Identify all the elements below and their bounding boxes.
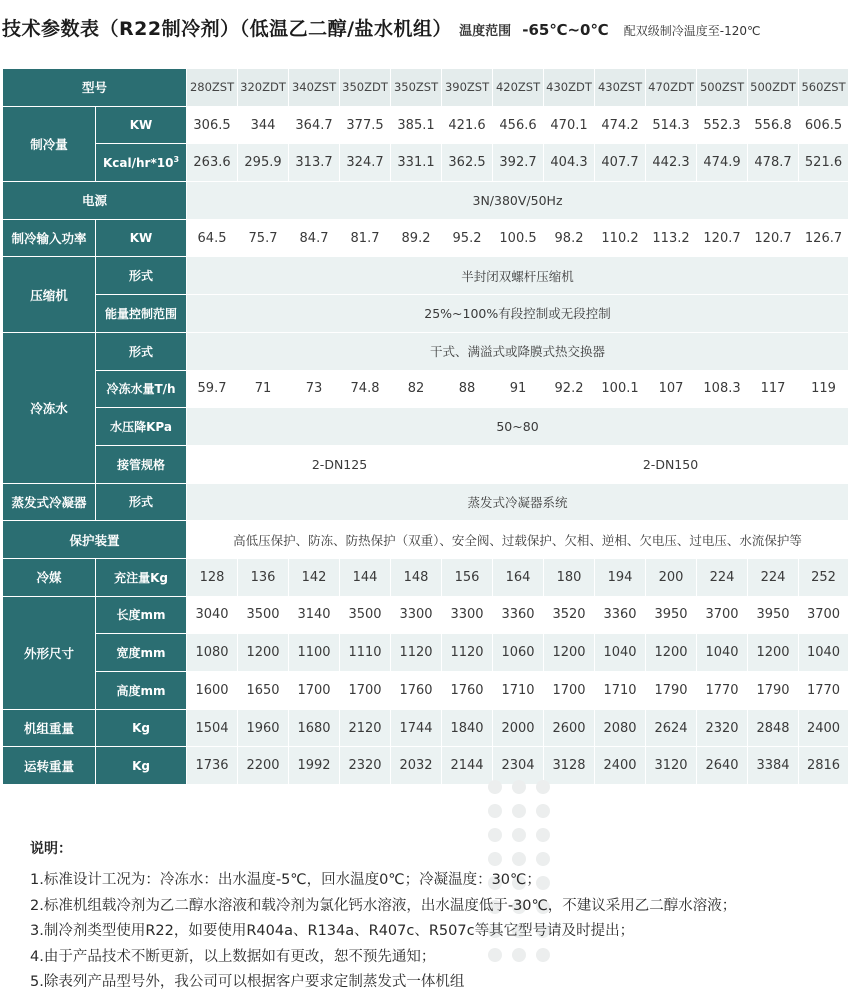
value-cell: 59.7 — [187, 370, 238, 408]
value-cell: 263.6 — [187, 144, 238, 182]
capacity-control-label: 能量控制范围 — [96, 295, 187, 333]
value-cell: 3040 — [187, 596, 238, 634]
value-cell: 81.7 — [340, 219, 391, 257]
value-cell: 2032 — [391, 747, 442, 785]
value-cell: 224 — [697, 558, 748, 596]
value-cell: 1040 — [799, 634, 849, 672]
value-cell: 136 — [238, 558, 289, 596]
value-cell: 164 — [493, 558, 544, 596]
value-cell: 95.2 — [442, 219, 493, 257]
row-chilled-water-flow — [3, 370, 849, 408]
pressure-drop-value: 50~80 — [187, 408, 849, 446]
value-cell: 2144 — [442, 747, 493, 785]
value-cell: 73 — [289, 370, 340, 408]
value-cell: 148 — [391, 558, 442, 596]
model-label: 型号 — [3, 69, 187, 107]
value-cell: 3700 — [697, 596, 748, 634]
value-cell: 385.1 — [391, 106, 442, 144]
spec-table — [2, 68, 849, 785]
value-cell: 3950 — [748, 596, 799, 634]
power-supply-label: 电源 — [3, 182, 187, 220]
value-cell: 3700 — [799, 596, 849, 634]
value-cell: 313.7 — [289, 144, 340, 182]
value-cell: 556.8 — [748, 106, 799, 144]
row-operating-weight — [3, 747, 849, 785]
value-cell: 1710 — [493, 672, 544, 710]
chilled-water-label: 冷冻水 — [3, 332, 96, 483]
value-cell: 3360 — [595, 596, 646, 634]
value-cell: 2200 — [238, 747, 289, 785]
value-cell: 1760 — [442, 672, 493, 710]
value-cell: 344 — [238, 106, 289, 144]
value-cell: 1840 — [442, 709, 493, 747]
value-cell: 2304 — [493, 747, 544, 785]
input-power-unit: KW — [96, 219, 187, 257]
value-cell: 75.7 — [238, 219, 289, 257]
row-input-power — [3, 219, 849, 257]
value-cell: 2320 — [697, 709, 748, 747]
note-line: 5.除表列产品型号外，我公司可以根据客户要求定制蒸发式一体机组 — [30, 974, 465, 990]
model-cell: 320ZDT — [238, 69, 289, 107]
value-cell: 82 — [391, 370, 442, 408]
unit-weight-unit: Kg — [96, 709, 187, 747]
value-cell: 606.5 — [799, 106, 849, 144]
refrigerant-label: 冷媒 — [3, 558, 96, 596]
value-cell: 1960 — [238, 709, 289, 747]
value-cell: 1120 — [391, 634, 442, 672]
value-cell: 91 — [493, 370, 544, 408]
value-cell: 64.5 — [187, 219, 238, 257]
value-cell: 3520 — [544, 596, 595, 634]
value-cell: 1060 — [493, 634, 544, 672]
value-cell: 126.7 — [799, 219, 849, 257]
power-supply-value: 3N/380V/50Hz — [187, 182, 849, 220]
value-cell: 3120 — [646, 747, 697, 785]
length-label: 长度mm — [96, 596, 187, 634]
value-cell: 144 — [340, 558, 391, 596]
value-cell: 71 — [238, 370, 289, 408]
value-cell: 128 — [187, 558, 238, 596]
row-condenser — [3, 483, 849, 521]
temperature-range-value: -65℃~0℃ — [522, 21, 609, 39]
value-cell: 404.3 — [544, 144, 595, 182]
value-cell: 1200 — [646, 634, 697, 672]
protection-label: 保护装置 — [3, 521, 187, 559]
value-cell: 1770 — [697, 672, 748, 710]
row-chilled-water-type — [3, 332, 849, 370]
cooling-kw-label: KW — [96, 106, 187, 144]
row-compressor-capacity — [3, 295, 849, 333]
page-title — [2, 14, 760, 41]
temperature-range-label: 温度范围 — [459, 24, 512, 39]
compressor-type-value: 半封闭双螺杆压缩机 — [187, 257, 849, 295]
value-cell: 200 — [646, 558, 697, 596]
note-line: 2.标准机组载冷剂为乙二醇水溶液和载冷剂为氯化钙水溶液，出水温度低于-30℃，不建议采用乙二醇水溶液； — [30, 897, 737, 914]
notes-section — [30, 838, 736, 996]
value-cell: 84.7 — [289, 219, 340, 257]
row-pipe-spec — [3, 445, 849, 483]
row-water-pressure-drop — [3, 408, 849, 446]
model-cell: 340ZST — [289, 69, 340, 107]
value-cell: 421.6 — [442, 106, 493, 144]
model-cell: 350ZST — [391, 69, 442, 107]
value-cell: 474.9 — [697, 144, 748, 182]
model-cell: 280ZST — [187, 69, 238, 107]
value-cell: 364.7 — [289, 106, 340, 144]
model-cell: 470ZDT — [646, 69, 697, 107]
value-cell: 1040 — [697, 634, 748, 672]
input-power-label: 制冷输入功率 — [3, 219, 96, 257]
value-cell: 3500 — [340, 596, 391, 634]
row-power-supply — [3, 182, 849, 220]
condenser-value: 蒸发式冷凝器系统 — [187, 483, 849, 521]
condenser-type-label: 形式 — [96, 483, 187, 521]
row-cooling-kcal — [3, 144, 849, 182]
value-cell: 1790 — [748, 672, 799, 710]
value-cell: 1710 — [595, 672, 646, 710]
pressure-drop-label: 水压降KPa — [96, 408, 187, 446]
value-cell: 552.3 — [697, 106, 748, 144]
value-cell: 110.2 — [595, 219, 646, 257]
row-cooling-kw — [3, 106, 849, 144]
protection-value: 高低压保护、防冻、防热保护（双重）、安全阀、过载保护、欠相、逆相、欠电压、过电压、水流保护等 — [187, 521, 849, 559]
value-cell: 1700 — [544, 672, 595, 710]
water-flow-label: 冷冻水量T/h — [96, 370, 187, 408]
value-cell: 362.5 — [442, 144, 493, 182]
compressor-label: 压缩机 — [3, 257, 96, 332]
row-protection — [3, 521, 849, 559]
row-compressor-type — [3, 257, 849, 295]
value-cell: 1790 — [646, 672, 697, 710]
row-length — [3, 596, 849, 634]
value-cell: 1200 — [748, 634, 799, 672]
value-cell: 1744 — [391, 709, 442, 747]
value-cell: 407.7 — [595, 144, 646, 182]
row-refrigerant — [3, 558, 849, 596]
value-cell: 2600 — [544, 709, 595, 747]
value-cell: 521.6 — [799, 144, 849, 182]
value-cell: 1760 — [391, 672, 442, 710]
value-cell: 1100 — [289, 634, 340, 672]
title-main: 技术参数表（R22制冷剂）（低温乙二醇/盐水机组） — [2, 18, 453, 40]
model-cell: 350ZDT — [340, 69, 391, 107]
value-cell: 3950 — [646, 596, 697, 634]
value-cell: 98.2 — [544, 219, 595, 257]
charge-label: 充注量Kg — [96, 558, 187, 596]
value-cell: 474.2 — [595, 106, 646, 144]
unit-weight-label: 机组重量 — [3, 709, 96, 747]
value-cell: 1770 — [799, 672, 849, 710]
chilled-water-type-value: 干式、满溢式或降膜式热交换器 — [187, 332, 849, 370]
value-cell: 470.1 — [544, 106, 595, 144]
value-cell: 1200 — [544, 634, 595, 672]
value-cell: 180 — [544, 558, 595, 596]
cooling-kcal-label: Kcal/$hr*10^3$ — [96, 144, 187, 182]
value-cell: 89.2 — [391, 219, 442, 257]
value-cell: 3500 — [238, 596, 289, 634]
value-cell: 2320 — [340, 747, 391, 785]
value-cell: 2848 — [748, 709, 799, 747]
model-cell: 430ZST — [595, 69, 646, 107]
value-cell: 1650 — [238, 672, 289, 710]
value-cell: 2400 — [799, 709, 849, 747]
value-cell: 1080 — [187, 634, 238, 672]
value-cell: 108.3 — [697, 370, 748, 408]
pipe-spec-label: 接管规格 — [96, 445, 187, 483]
value-cell: 92.2 — [544, 370, 595, 408]
row-model — [3, 69, 849, 107]
cooling-capacity-label: 制冷量 — [3, 106, 96, 181]
model-cell: 390ZST — [442, 69, 493, 107]
model-cell: 500ZDT — [748, 69, 799, 107]
value-cell: 1700 — [289, 672, 340, 710]
value-cell: 1700 — [340, 672, 391, 710]
value-cell: 100.1 — [595, 370, 646, 408]
value-cell: 194 — [595, 558, 646, 596]
row-height — [3, 672, 849, 710]
model-cell: 420ZST — [493, 69, 544, 107]
value-cell: 295.9 — [238, 144, 289, 182]
note-line: 3.制冷剂类型使用R22，如要使用R404a、R134a、R407c、R507c等其它型号请及时提出； — [30, 923, 635, 939]
title-note: 配双级制冷温度至-120℃ — [623, 24, 761, 38]
value-cell: 1504 — [187, 709, 238, 747]
value-cell: 306.5 — [187, 106, 238, 144]
compressor-type-label: 形式 — [96, 257, 187, 295]
value-cell: 74.8 — [340, 370, 391, 408]
row-unit-weight — [3, 709, 849, 747]
value-cell: 1736 — [187, 747, 238, 785]
value-cell: 156 — [442, 558, 493, 596]
dimensions-label: 外形尺寸 — [3, 596, 96, 709]
value-cell: 1680 — [289, 709, 340, 747]
value-cell: 2816 — [799, 747, 849, 785]
value-cell: 224 — [748, 558, 799, 596]
value-cell: 3140 — [289, 596, 340, 634]
value-cell: 2400 — [595, 747, 646, 785]
model-cell: 430ZDT — [544, 69, 595, 107]
value-cell: 107 — [646, 370, 697, 408]
value-cell: 252 — [799, 558, 849, 596]
value-cell: 514.3 — [646, 106, 697, 144]
pipe-spec-a: 2-DN125 — [187, 445, 493, 483]
height-label: 高度mm — [96, 672, 187, 710]
value-cell: 478.7 — [748, 144, 799, 182]
value-cell: 2000 — [493, 709, 544, 747]
value-cell: 324.7 — [340, 144, 391, 182]
value-cell: 100.5 — [493, 219, 544, 257]
value-cell: 142 — [289, 558, 340, 596]
capacity-control-value: 25%~100%有段控制或无段控制 — [187, 295, 849, 333]
note-line: 4.由于产品技术不断更新，以上数据如有更改，恕不预先通知； — [30, 948, 436, 965]
value-cell: 88 — [442, 370, 493, 408]
value-cell: 456.6 — [493, 106, 544, 144]
pipe-spec-b: 2-DN150 — [493, 445, 849, 483]
value-cell: 119 — [799, 370, 849, 408]
value-cell: 2080 — [595, 709, 646, 747]
value-cell: 331.1 — [391, 144, 442, 182]
value-cell: 3384 — [748, 747, 799, 785]
value-cell: 3360 — [493, 596, 544, 634]
value-cell: 3300 — [391, 596, 442, 634]
note-line: 1.标准设计工况为：冷冻水：出水温度-5℃，回水温度0℃；冷凝温度：30℃； — [30, 872, 541, 888]
row-width — [3, 634, 849, 672]
value-cell: 120.7 — [697, 219, 748, 257]
value-cell: 392.7 — [493, 144, 544, 182]
value-cell: 1110 — [340, 634, 391, 672]
operating-weight-unit: Kg — [96, 747, 187, 785]
chilled-water-type-label: 形式 — [96, 332, 187, 370]
value-cell: 3300 — [442, 596, 493, 634]
value-cell: 3128 — [544, 747, 595, 785]
width-label: 宽度mm — [96, 634, 187, 672]
model-cell: 560ZST — [799, 69, 849, 107]
value-cell: 117 — [748, 370, 799, 408]
value-cell: 2120 — [340, 709, 391, 747]
model-cell: 500ZST — [697, 69, 748, 107]
operating-weight-label: 运转重量 — [3, 747, 96, 785]
value-cell: 2624 — [646, 709, 697, 747]
value-cell: 1040 — [595, 634, 646, 672]
value-cell: 1120 — [442, 634, 493, 672]
value-cell: 442.3 — [646, 144, 697, 182]
value-cell: 120.7 — [748, 219, 799, 257]
notes-title: 说明： — [30, 841, 72, 857]
value-cell: 377.5 — [340, 106, 391, 144]
value-cell: 2640 — [697, 747, 748, 785]
value-cell: 1600 — [187, 672, 238, 710]
condenser-label: 蒸发式冷凝器 — [3, 483, 96, 521]
value-cell: 113.2 — [646, 219, 697, 257]
value-cell: 1992 — [289, 747, 340, 785]
value-cell: 1200 — [238, 634, 289, 672]
